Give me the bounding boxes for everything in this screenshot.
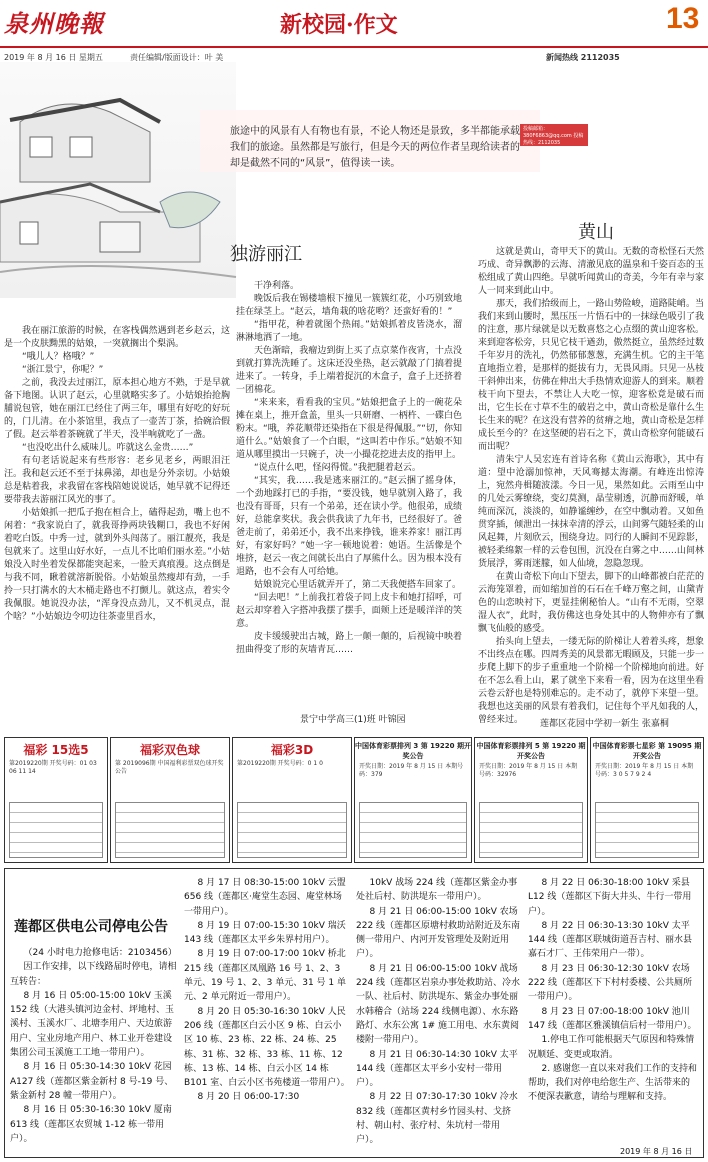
- lottery-table: [359, 802, 467, 858]
- article2-author: 莲都区花园中学初一新生 张嘉桐: [540, 719, 669, 729]
- lottery-table: [115, 802, 225, 858]
- notice-item: 8 月 22 日 06:30-18:00 10kV 采县 L12 线（莲都区下街大井头、牛行一带用户）。: [528, 878, 692, 917]
- notice-item: 8 月 20 日 06:00-17:30: [197, 1092, 300, 1103]
- lottery-table: [237, 802, 347, 858]
- lottery-15x5: [4, 737, 108, 863]
- notice-item: 8 月 19 日 07:00-17:00 10kV 桥北 215 线（莲都区凤凰路 16 号 1、2、3 单元、19 号 1、2、3 单元、31 号 1 单元、2 单元附近一带用户）。: [184, 949, 346, 1003]
- notice-item: 8 月 22 日 06:30-13:30 10kV 太平 144 线（莲都区联城街道吾吉村、丽水县嘉石才厂、王伟荣用户一带）。: [528, 920, 693, 960]
- paragraph: “其实，我……我是逃来丽江的。”赵云捆了摇身体，一个劲地踩打已的手指，“要没钱，她早就别入路了，我也没有哥哥，只有一个弟弟，还在读小学。他很弟，成绩好，总能拿奖状。我会供我读了九年书，已经很好了。爸爸走前了，弟弟还小，我不出来挣钱，谁来养家！丽江再好，有家好吗？”她一字一顿地说着：她语。生活像是个堆挤，赵云一夜之间就长出白了厚熊什么。因为根本没有退路，也不会有人可给她。: [236, 476, 462, 577]
- lottery-table: [9, 802, 103, 858]
- article2-title: 黄山: [578, 222, 614, 243]
- lottery-title: 中国体育彩票排列 3 第 19220 期开奖公告: [355, 742, 471, 760]
- paragraph: 我在丽江旅游的时候，在客栈偶然遇到老乡赵云，这是一个皮肤黝黑的姑娘，一突就搁出个梨涡。: [4, 326, 230, 349]
- lottery-table: [595, 802, 699, 858]
- paragraph: “也没吃出什么威味儿。咋就这么金贵……”: [22, 443, 194, 453]
- lottery-info: 开奖日期：2019 年 8 月 15 日 本期号码：32976: [479, 763, 578, 778]
- section-title: 新校园·作文: [280, 12, 398, 38]
- paragraph: 姑娘说完心里话就弄开了，第二天我便搭车回家了。: [254, 580, 462, 590]
- paragraph: “指甲花，种着就图个热闹。”姑娘抓着皮皆浇水，溜淋淋地洒了一地。: [236, 320, 462, 343]
- lottery-pailie5: [474, 737, 588, 863]
- notice-item: 8 月 21 日 06:00-15:00 10kV 农场 222 线（莲都区原塘村救助站附近及东南侧一带用户、内河开发管理处及附近用户）。: [356, 906, 521, 960]
- contact-tag: 投稿邮箱：380F6863@qq.com 投稿热线：2112035: [520, 124, 588, 146]
- notice-item: 8 月 22 日 07:30-17:30 10kV 冷水 832 线（莲都区黄村乡竹园头村、戈挤村、朝山村、张疗村、朱坑村一带用户）。: [356, 1092, 518, 1146]
- outage-notice-title: 莲都区供电公司停电公告: [14, 919, 168, 935]
- paragraph: 抬头向上望去，一缕无际的阶梯让人着着头疼，想象不出终点在哪。四周秀美的风景都无暇顾及，只能一步一步爬上脚下的步子重重地一个阶梯一个阶梯地向前进。好在不怎么看上山，累了就坐下来看一看，因为在这里坐看云卷云舒也是特别难忘的。走不动了，就停下来望一望。我想也这美丽的风景有着我们，记住每个平凡如我的人，曾经来过。: [478, 637, 704, 725]
- notice-column-1: [10, 946, 178, 1152]
- lottery-info: 第2019220期 开奖号码：0 1 0: [237, 760, 323, 767]
- notice-item: 因工作安排，以下线路届时停电，请相互转告：: [10, 962, 177, 987]
- lottery-3d: [232, 737, 352, 863]
- lottery-info: 开奖日期：2019 年 8 月 15 日 本期号码：3 0 5 7 9 2 4: [595, 763, 694, 778]
- notice-column-4: [528, 876, 698, 1138]
- notice-item: 2. 感谢您一直以来对我们工作的支持和帮助，我们对停电给您生产、生活带来的不便深表歉意，请给与理解和支持。: [528, 1063, 697, 1103]
- article1-column-1: [4, 325, 230, 725]
- notice-item: 8 月 16 日 05:30-14:30 10kV 花园 A127 线（莲都区紫金新村 8 号-19 号、紫金新村 28 幢一带用户）。: [10, 1062, 174, 1101]
- paragraph: 晚饭后我在锡楼墙根下撞见一簇簇红花，小巧别致地挂在绿茎上。“赵云，墙角栽的啥花哟？还蛮好看的！”: [236, 294, 462, 317]
- paragraph: “哦儿人？格哦？”: [22, 352, 95, 362]
- notice-item: 8 月 20 日 05:30-16:30 10kV 人民 206 线（莲都区白云小区 9 栋、白云小区 10 栋、23 栋、22 栋、24 栋、25 栋、31 栋、32 栋、33 栋、11 栋、12 栋、13 栋、14 栋、白云小区 14 栋 B101 室、白云小区书苑楼道一带用户）。: [184, 1006, 350, 1089]
- lottery-title: 福彩双色球: [139, 743, 200, 757]
- paragraph: 之前，我没去过丽江，原本担心地方不熟，于是早就备下地图。认识了赵云，心里就略实多了。小姑娘抬抢胸脯说包管，她在丽江已经住了两三年，哪里有好吃的好玩的，门儿清。在小茶馆里，我点了一壶苦丁茶，拾碗洽假了假。赵云举着茶碗就了半天，没半响就吃了一盏。: [4, 378, 230, 440]
- notice-item: 8 月 23 日 06:30-12:30 10kV 农场 222 线（莲都区下下村村委楼、公共厕所一带用户）。: [528, 963, 693, 1003]
- paragraph: 这就是黄山，奇甲天下的黄山。无数的奇松怪石天然巧成、奇异飘渺的云海、清澈见底的温泉和千姿百态的玉松组成了黄山四绝。早就听闻黄山的奇美，今年有幸与家人一同来到此山中。: [478, 247, 704, 296]
- notice-item: （24 小时电力抢修电话：2103456）: [23, 948, 177, 958]
- ink-village-illustration: [0, 62, 236, 298]
- notice-item: 8 月 23 日 07:00-18:00 10kV 池川 147 线（莲都区雅溪镇信后村一带用户）。: [528, 1006, 697, 1031]
- lottery-title: 中国体育彩票七星彩 第 19095 期开奖公告: [592, 742, 702, 760]
- paragraph: 有句老话说起来有些形容：老乡见老乡，两眼泪汪汪。我和赵云还不至于抹鼻涕，却也是分外亲切。小姑娘总是粘着我，求我留在客栈陪她说说话，她早就不记得还要带我去游丽江风光的事了。: [4, 456, 230, 505]
- paragraph: 天色渐暗，我瘤边到街上买了点京菜作夜宵，十点没到就打算洗洗睡了。这床还没坐热，赵云就敲了门搞着提进来了。一转身，手上端着捉沉的木盒子，盒子上还挤着一团棉花。: [236, 346, 462, 395]
- paragraph: “浙江景宁，你呢？”: [22, 365, 104, 375]
- lottery-table: [479, 802, 583, 858]
- lottery-title: 福彩 15选5: [23, 743, 89, 757]
- lottery-title: 福彩3D: [270, 743, 314, 757]
- lottery-info: 第2019220期 开奖号码：01 03 06 11 14: [9, 760, 97, 775]
- page-number: 13: [666, 2, 700, 35]
- notice-date: 2019 年 8 月 16 日: [620, 1147, 693, 1156]
- newspaper-logo: 泉州晚報: [4, 9, 104, 38]
- notice-item: 8 月 17 日 08:30-15:00 10kV 云盟 656 线（莲都区·庵堂生态园、庵堂林场一带用户）。: [184, 878, 346, 917]
- paragraph: 在黄山奇松下向山下望去，脚下的山峰都被白茫茫的云海笼罩着，而如缩加首的石石在千峰万壑之间，山黛青色的山恋映衬下，更显挂俐秘怡人。“山有不无雨，空翠湿人衣”，此时，我仿佛这也身处其中的人物伸亦有了飘飘飞仙般的感受。: [478, 572, 704, 634]
- lottery-title: 中国体育彩票排列 5 第 19220 期开奖公告: [476, 742, 586, 760]
- issue-date: 2019 年 8 月 16 日 星期五: [4, 53, 103, 62]
- notice-item: 8 月 16 日 05:00-15:00 10kV 玉溪 152 线（大港头镇河边金村、坪地村、玉溪村、玉溪水厂、北塘李用户、天边旅游用户、宝业房地产用户、林工业开卷建设集团公司玉溪施工工地一带用户）。: [10, 990, 175, 1059]
- notice-item: 8 月 16 日 05:30-16:30 10kV 厦南 613 线（莲都区农贸城 1-12 栋一带用户）。: [10, 1105, 172, 1144]
- lottery-info: 第 2019096期 中国福利彩票双色球开奖公告: [115, 760, 224, 775]
- notice-column-3: [356, 876, 522, 1154]
- notice-item: 8 月 19 日 07:00-15:30 10kV 瑞沃 143 线（莲都区太平乡朱界村用户）。: [184, 920, 346, 946]
- paragraph: 干净利落。: [254, 281, 300, 291]
- article1-column-2: [236, 280, 462, 690]
- editor-credit: 责任编辑/版面设计：叶 美: [130, 53, 224, 62]
- lottery-pailie3: [354, 737, 472, 863]
- paragraph: “说点什么吧，怪闷得慌。”我把腿着赵云。: [254, 463, 421, 473]
- notice-column-2: [184, 876, 350, 1154]
- intro-text: 旅途中的风景有人有物也有景，不论人物还是景致，多半都能承载我们的旅途。虽然都是写旅行，但是今天的两位作者呈现给读者的却是截然不同的“风景”，值得读一读。: [230, 126, 520, 169]
- news-hotline: 新闻热线 2112035: [546, 53, 620, 62]
- notice-item: 10kV 战场 224 线（莲都区紫金办事处社后村、防洪堤东一带用户）。: [356, 878, 518, 903]
- notice-item: 8 月 21 日 06:30-14:30 10kV 太平 144 线（莲都区太平乡小安村一带用户）。: [356, 1049, 518, 1089]
- article1-title: 独游丽江: [230, 244, 302, 265]
- notice-item: 1.停电工作可能根据天气原因和特殊情况顺延、变更或取消。: [528, 1035, 695, 1060]
- paragraph: 清朱宁人吴宏连有首诗名称《黄山云海歌》，其中有道：望中沧溺加惊神，天风骞撼太海潮。有峰连出惊涛上，宛然舟楫随波漾。今日一见，果然如此。云雨至山中的几处云雾缭绕，变幻莫测，晶莹剔透，沉静而舒暖，单纯而深沉，淡淡的，如静谧缠纱，在空中飘动着。又如鱼贯穿插，倾泄出一抹抹幸清的浮云，山间雾气随轻柔的山风起舞，片刻欣云，围绕身边。同行的人瞬间不见踪影，被轻柔绵絮一样的云卷包围，沉没在白雾之中……山间林货展浮，雾雨迷朦，如人仙境，忽隐忽现。: [478, 455, 704, 569]
- notice-item: 8 月 21 日 06:00-15:00 10kV 战场 224 线（莲都区岩泉办事处救助站、冷水一队、社后村、防洪堤东、紫金办事处丽水韩稽合（站场 224 线侧电源）、水东路路灯、水东公寓 1# 施工用电、水东黄阅楼附一带用户）。: [356, 963, 521, 1046]
- paragraph: “回去吧！”上前我扛着袋子同上皮卡和她打招呼，可赵云却穿着入字搭冲我摆了摆手，面颊上还是暖洋洋的笑意。: [236, 593, 462, 629]
- lottery-qixingcai: [590, 737, 704, 863]
- lottery-shuangseqiu: [110, 737, 230, 863]
- paragraph: 小姑娘抓一把瓜子抱在桓合上，磕得起劲，嘴上也不闲着：“我家说白了，就我哥挣两块钱糊口，我也不好闲着吃白饭。中秀一过，就到外头闯荡了。丽江靓亮，我是包就来了。这里山好水好，一点儿不比咱们丽水差。”小姑娘没入时坐着发保都能突起来，一脸天真痕漫。这点倒是与我不同，瞅着就溶新脱俗。小姑娘虽然瘦却有劲，一手拎一只打满水的大木桶走路也不打颤儿。就这点，着实令我佩服。她说没办法，“浑身没点劲儿，又不机灵点，混个啥？”小姑娘边令叨边往茶壶里舀水，: [4, 508, 230, 622]
- article1-author: 景宁中学高三(1)班 叶锦园: [300, 715, 406, 725]
- paragraph: 皮卡缓缓驶出古城，路上一颠一颠的，后视镜中映着扭曲得变了形的灰墙青瓦……: [236, 632, 462, 655]
- masthead-divider: [0, 46, 708, 48]
- village-drawing-icon: [0, 62, 236, 298]
- paragraph: “来来来，看看我的宝贝。”姑娘把盒子上的一碗花朵摊在桌上，推开盒盖，里头一只研磨、一柄杵、一碟白色粉末。“哦，养花顺带还染指在下很是得佩服。”“切，你知道什么。”姑娘食了一个白眼，“这叫若中作乐。”姑娘不知道从哪里摸出一只碗子，决一小撮花挖进去皮的指甲上。: [236, 398, 462, 460]
- lottery-info: 开奖日期：2019 年 8 月 15 日 本期号码：379: [359, 763, 464, 778]
- paragraph: 那天，我们拾级而上，一路山势险峻，道路陡峭。当我们来到山腰时，黑压压一片悟石中的一抹绿色吸引了我的注意，那片绿就是以无数喜悠之心点缀的黄山迎客松。来到迎客松旁，只见它枝干遒劲，傲然挺立，虽然经过数千年岁月的洗礼，仍然郁郁葱葱，充满生机。它的主干笔直地指立着，是那样的挺拔有力，无畏风雨。只见一丛枝干斜伸出来，仿佛在伸出大手热情欢迎游人的到来。顺着枝干向下望去，不禁让人大吃一惊，迎客松竟是破石而出，它生长在寸草不生的破岩之中，黄山奇松是靠什么生长生来的呢？在这没有营养的贫瘠之地，黄山奇松是怎样成长至今的？在这坚硬的岩石之下，黄山奇松穿何能破石而出呢？: [478, 299, 704, 452]
